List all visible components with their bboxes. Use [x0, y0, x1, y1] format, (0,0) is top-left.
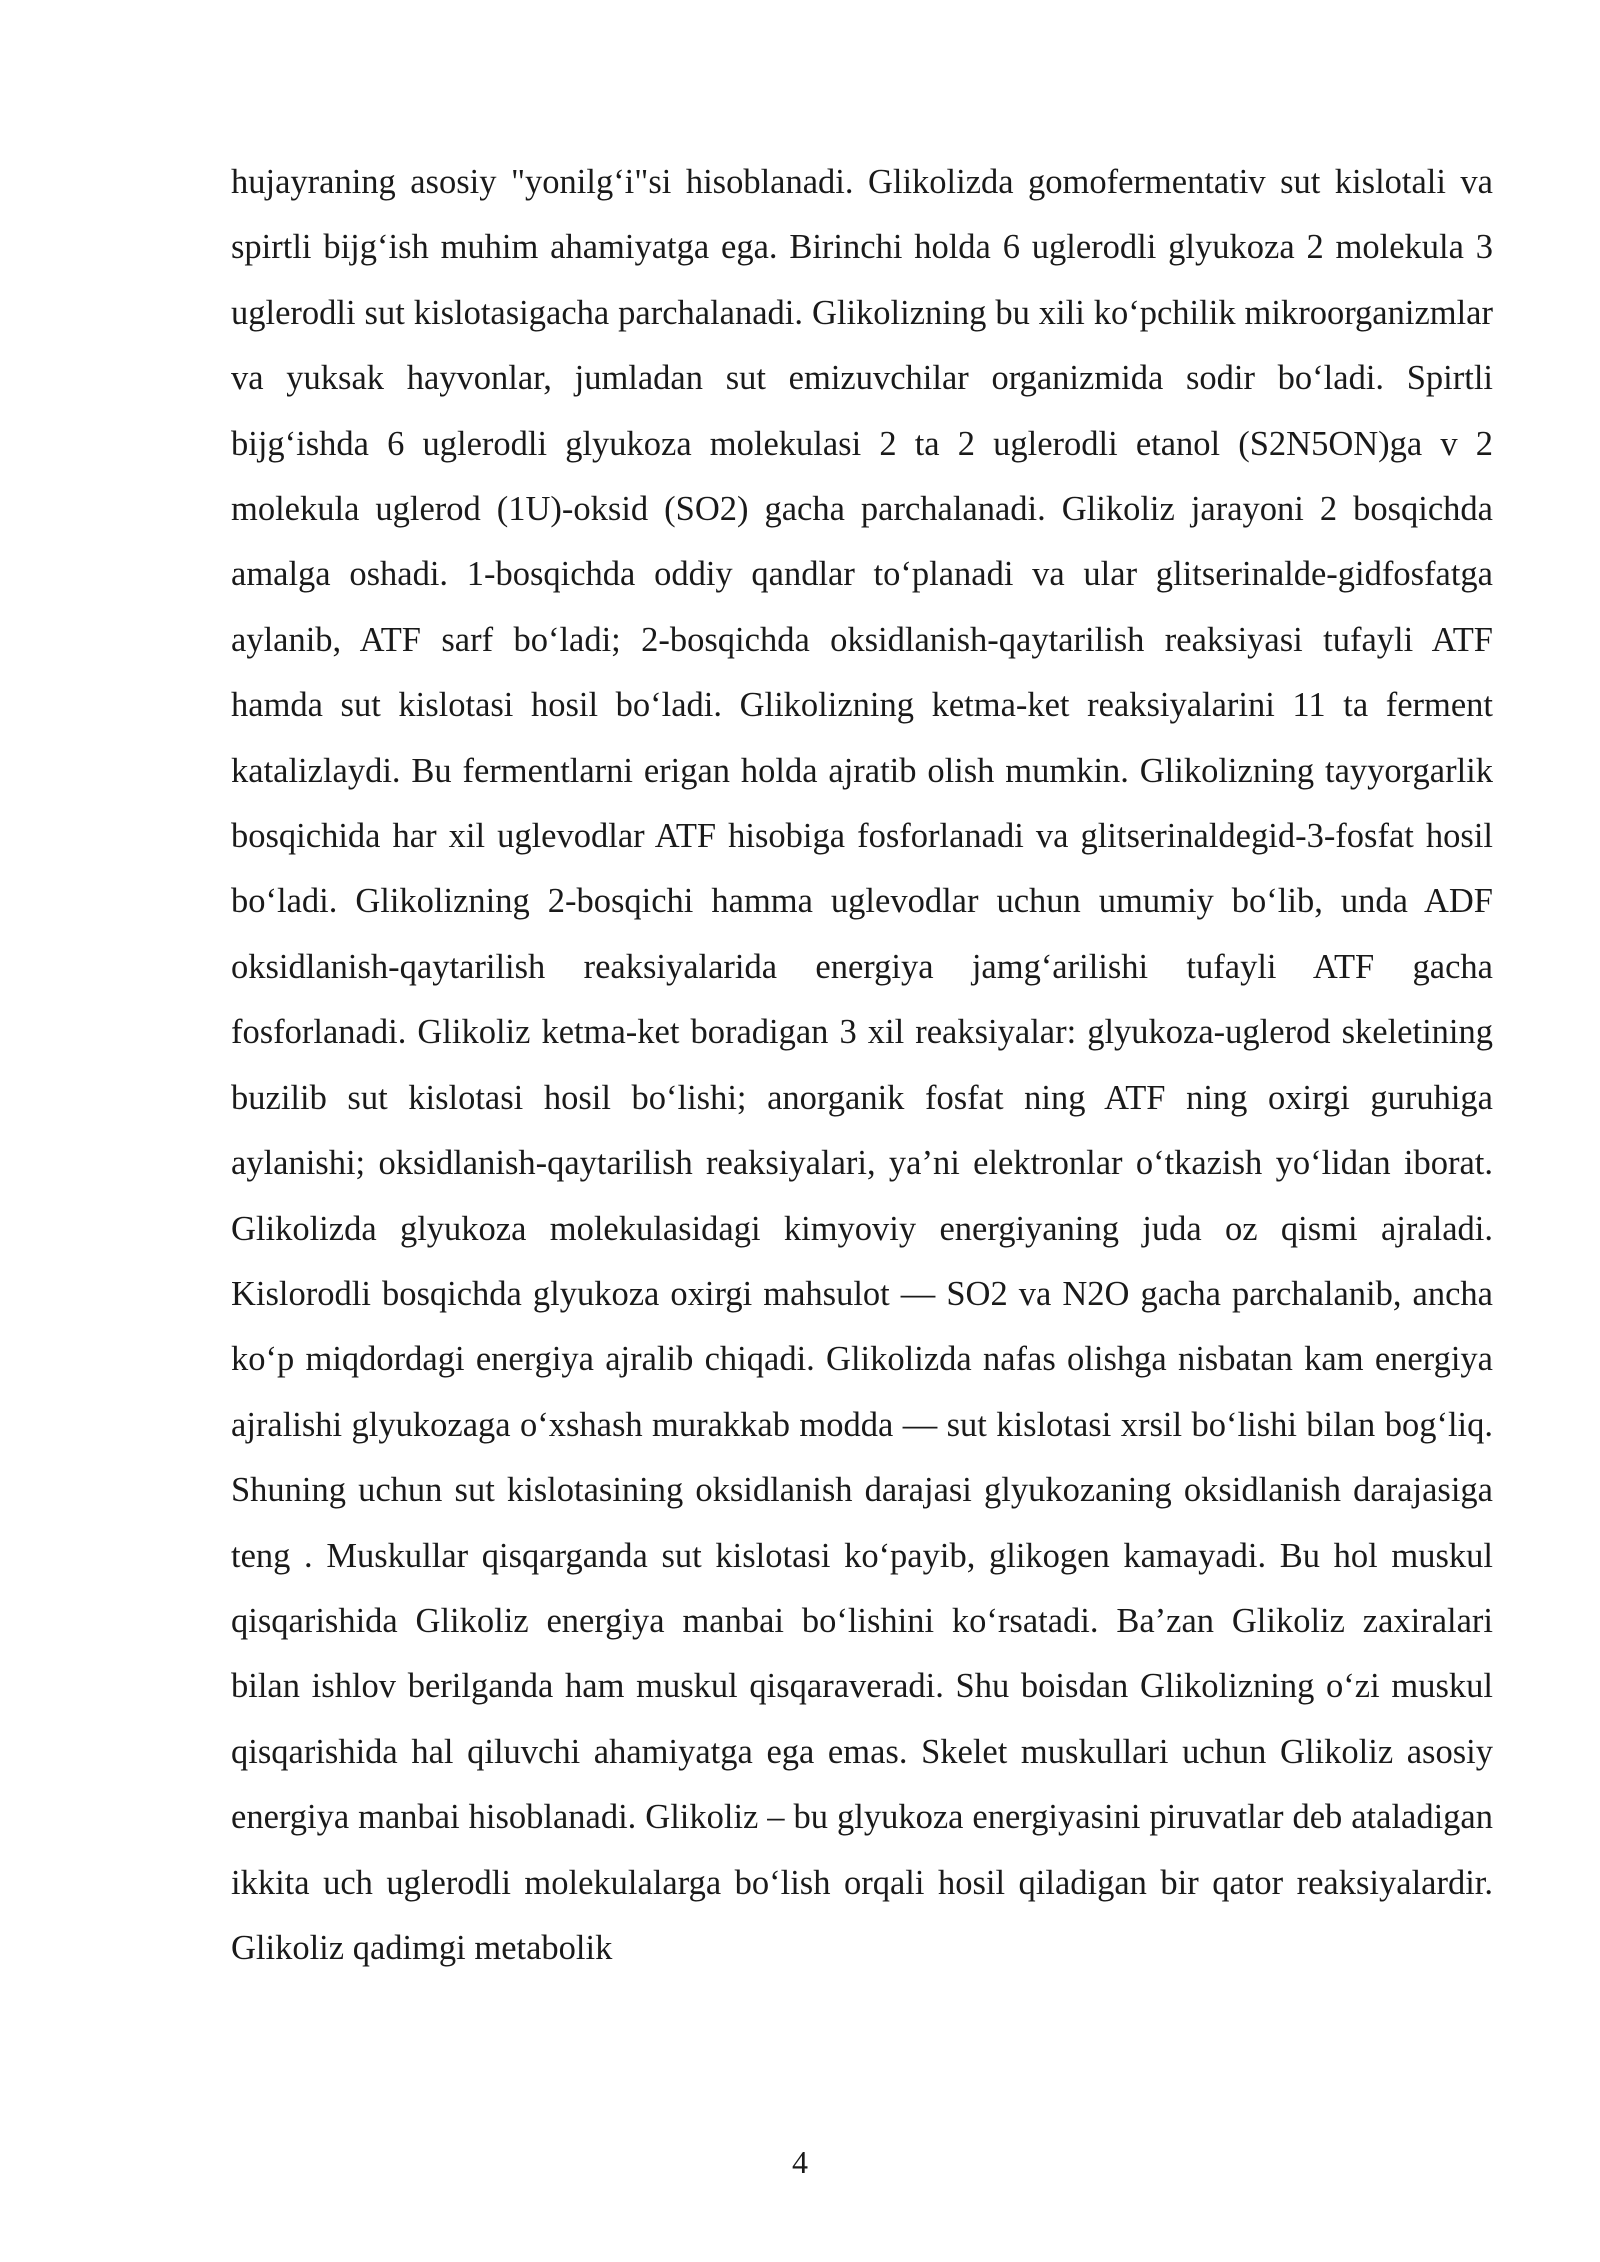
body-paragraph: hujayraning asosiy "yonilg‘i"si hisoblanadi. Glikolizda gomofermentativ sut kislotali va spirtli bijg‘ish muhim ahamiyatga ega. Birinchi holda 6 uglerodli glyukoza 2 molekula 3 uglerodli sut kislotasigacha parchalanadi. Glikolizning bu xili ko‘pchilik mikroorganizmlar va yuksak hayvonlar, jumladan sut emizuvchilar organizmida sodir bo‘ladi. Spirtli bijg‘ishda 6 uglerodli glyukoza molekulasi 2 ta 2 uglerodli etanol (S2N5ON)ga v 2 molekula uglerod (1U)-oksid (SO2) gacha parchalanadi. Glikoliz jarayoni 2 bosqichda amalga oshadi. 1-bosqichda oddiy qandlar to‘planadi va ular glitserinalde-gidfosfatga aylanib, ATF sarf bo‘ladi; 2-bosqichda oksidlanish-qaytarilish reaksiyasi tufayli ATF hamda sut kislotasi hosil bo‘ladi. Glikolizning ketma-ket reaksiyalarini 11 ta ferment katalizlaydi. Bu fermentlarni erigan holda ajratib olish mumkin. Glikolizning tayyorgarlik bosqichida har xil uglevodlar ATF hisobiga fosforlanadi va glitserinaldegid-3-fosfat hosil bo‘ladi. Glikolizning 2-bosqichi hamma uglevodlar uchun umumiy bo‘lib, unda ADF oksidlanish-qaytarilish reaksiyalarida energiya jamg‘arilishi tufayli ATF gacha fosforlanadi. Glikoliz ketma-ket boradigan 3 xil reaksiyalar: glyukoza-uglerod skeletining buzilib sut kislotasi hosil bo‘lishi; anorganik fosfat ning ATF ning oxirgi guruhiga aylanishi; oksidlanish-qaytarilish reaksiyalari, ya’ni elektronlar o‘tkazish yo‘lidan iborat. Glikolizda glyukoza molekulasidagi kimyoviy energiyaning juda oz qismi ajraladi. Kislorodli bosqichda glyukoza oxirgi mahsulot — SO2 va N2O gacha parchalanib, ancha ko‘p miqdordagi energiya ajralib chiqadi. Glikolizda nafas olishga nisbatan kam energiya ajralishi glyukozaga o‘xshash murakkab modda — sut kislotasi xrsil bo‘lishi bilan bog‘liq. Shuning uchun sut kislotasining oksidlanish darajasi glyukozaning oksidlanish darajasiga teng . Muskullar qisqarganda sut kislotasi ko‘payib, glikogen kamayadi. Bu hol muskul qisqarishida Glikoliz energiya manbai bo‘lishini ko‘rsatadi. Ba’zan Glikoliz zaxiralari bilan ishlov berilganda ham muskul qisqaraveradi. Shu boisdan Glikolizning o‘zi muskul qisqarishida hal qiluvchi ahamiyatga ega emas. Skelet muskullari uchun Glikoliz asosiy energiya manbai hisoblanadi. Glikoliz – bu glyukoza energiyasini piruvatlar deb ataladigan ikkita uch uglerodli molekulalarga bo‘lish orqali hosil qiladigan bir qator reaksiyalardir. Glikoliz qadimgi metabolik: [231, 163, 1493, 1967]
page-number: 4: [792, 2144, 808, 2180]
